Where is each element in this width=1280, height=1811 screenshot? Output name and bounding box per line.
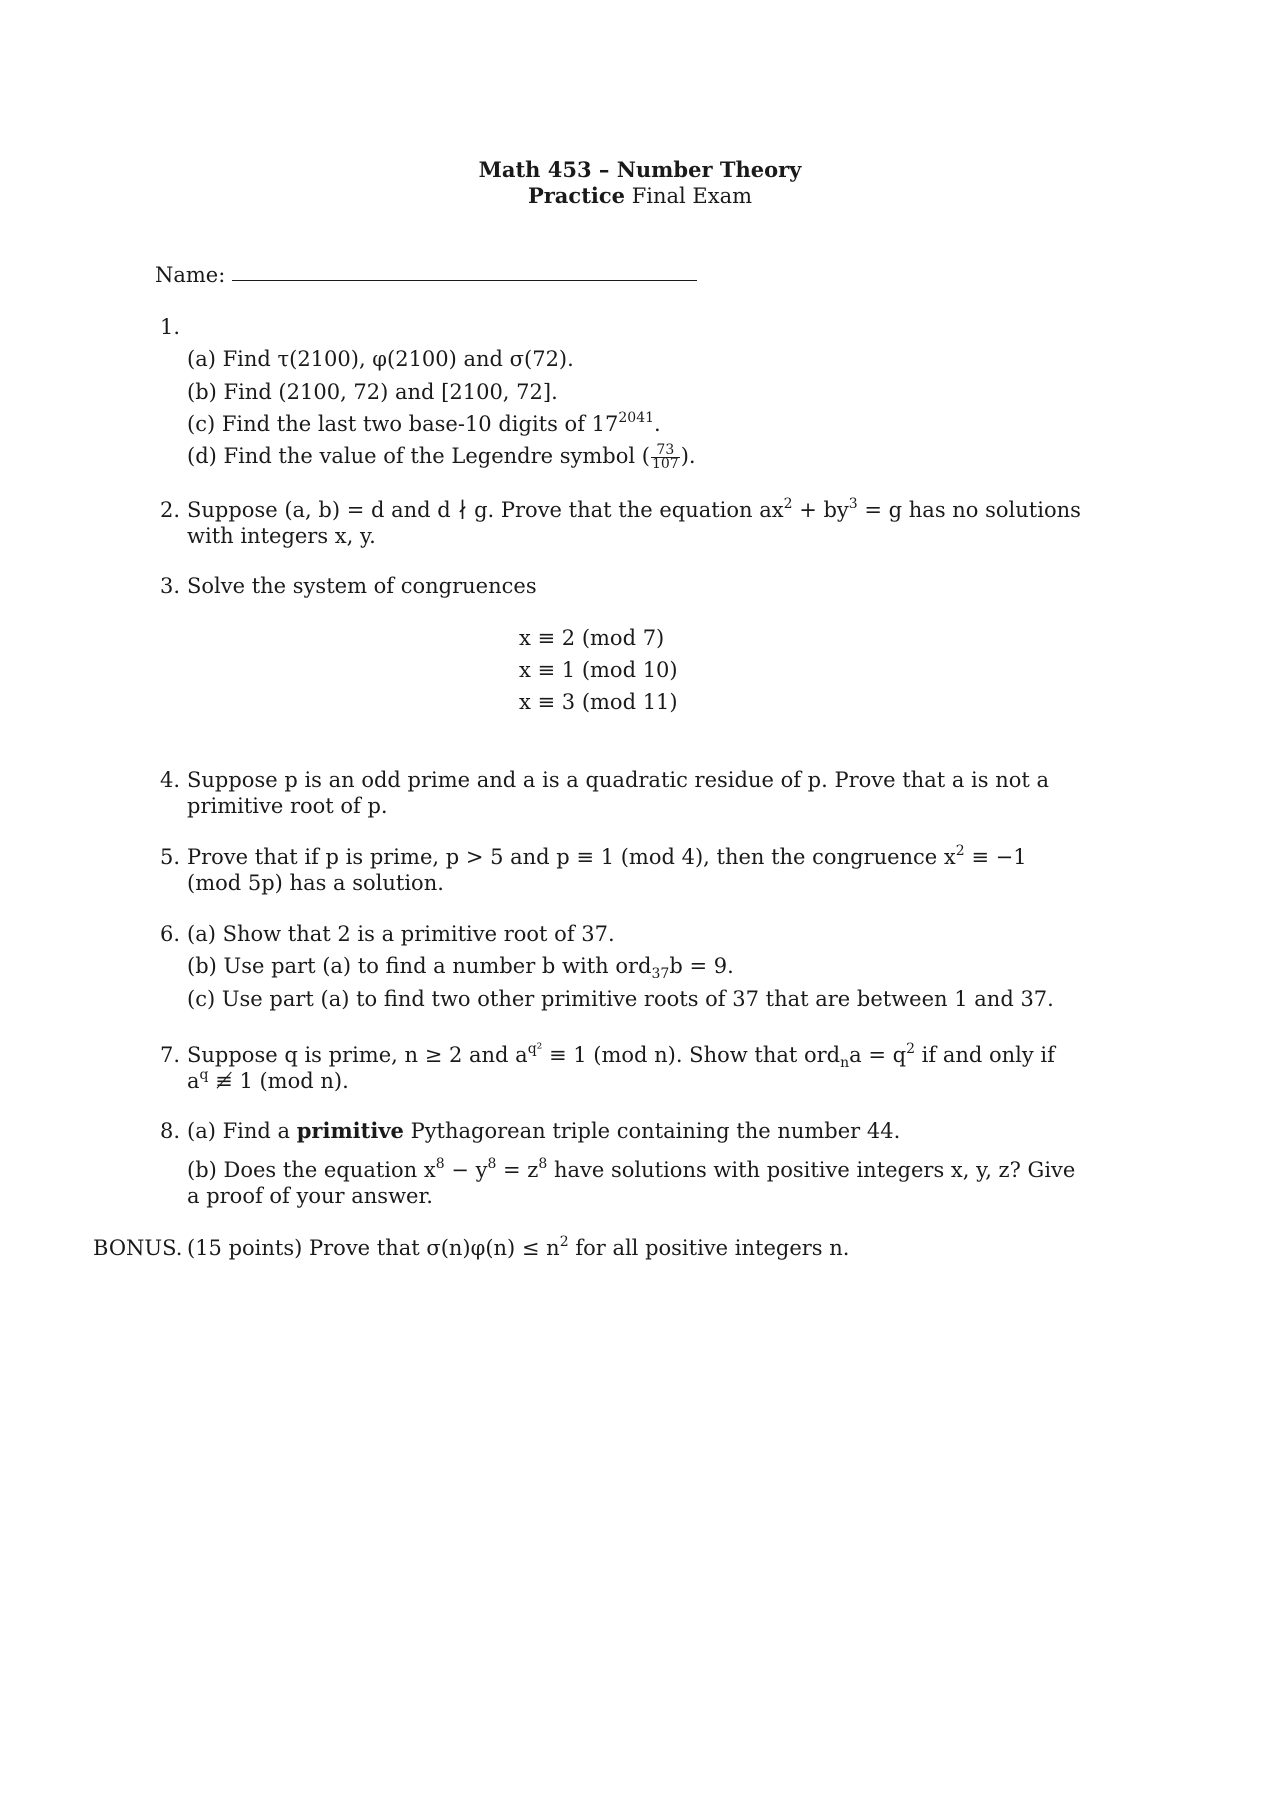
q5-text-b: ≡ −1 (964, 845, 1027, 869)
q2-text-b: + by (792, 498, 849, 522)
q4-line2: primitive root of p. (187, 794, 388, 818)
congruence-3: x ≡ 3 (mod 11) (519, 690, 678, 714)
exam-title: Math 453 – Number Theory (478, 157, 802, 182)
q6b-text: (b) Use part (a) to find a number b with ord (187, 954, 652, 978)
q2-line1 (187, 496, 1081, 523)
legendre-numerator: 73 (651, 444, 680, 458)
q4-line1: Suppose p is an odd prime and a is a quadratic residue of p. Prove that a is not a (187, 768, 1050, 792)
q1d-end: ). (680, 444, 696, 468)
q7-text-a: Suppose q is prime, n ≥ 2 and a (187, 1043, 528, 1067)
subtitle-rest: Final Exam (625, 184, 753, 208)
q8b-text-d: have solutions with positive integers x, y, z? Give (547, 1158, 1076, 1182)
congruence-1: x ≡ 2 (mod 7) (519, 626, 665, 650)
q5-exp: 2 (955, 843, 965, 859)
q6-number: 6. (160, 922, 181, 946)
q1-part-b: (b) Find (2100, 72) and [2100, 72]. (187, 380, 558, 404)
q7-text-c: a = q (849, 1043, 907, 1067)
q7-line1 (187, 1041, 1055, 1071)
subtitle-bold: Practice (527, 183, 626, 208)
q6-part-c: (c) Use part (a) to find two other primitive roots of 37 that are between 1 and 37. (187, 987, 1054, 1011)
q2-exp1: 2 (783, 496, 793, 512)
bonus-text-a: (15 points) Prove that σ(n)φ(n) ≤ n (187, 1236, 560, 1260)
q8b-text-b: − y (444, 1158, 488, 1182)
q2-line2: with integers x, y. (187, 524, 376, 548)
q1-number: 1. (160, 315, 181, 339)
q7-line2 (187, 1068, 349, 1094)
q8-number: 8. (160, 1119, 181, 1143)
name-field-line[interactable] (232, 280, 697, 281)
q8a-bold: primitive (296, 1118, 404, 1143)
q8-part-b-line2: a proof of your answer. (187, 1184, 433, 1208)
q6-part-b (187, 953, 734, 982)
bonus-text-b: for all positive integers n. (568, 1236, 850, 1260)
q7-text-d: if and only if (915, 1043, 1055, 1067)
q7-line2-b: ≢ 1 (mod n). (208, 1069, 349, 1093)
q7-line2-exp: q (199, 1067, 209, 1083)
q8b-exp3: 8 (538, 1156, 548, 1172)
q8b-exp1: 8 (435, 1156, 445, 1172)
bonus-exp: 2 (559, 1234, 569, 1250)
q2-exp2: 3 (848, 496, 858, 512)
legendre-denominator: 107 (651, 456, 679, 472)
q5-number: 5. (160, 845, 181, 869)
q1d-text: (d) Find the value of the Legendre symbol ( (187, 444, 650, 468)
q1c-exponent: 2041 (618, 410, 655, 426)
q6b-subscript: 37 (651, 966, 670, 982)
q7-subscript: n (840, 1055, 850, 1071)
q8a-text: (a) Find a (187, 1119, 297, 1143)
q7-number: 7. (160, 1043, 181, 1067)
q1c-end: . (654, 412, 661, 436)
bonus-text (187, 1235, 849, 1261)
q7-exp2: 2 (906, 1041, 915, 1057)
q8b-text-a: (b) Does the equation x (187, 1158, 436, 1182)
q2-text-a: Suppose (a, b) = d and d ∤ g. Prove that the equation ax (187, 498, 784, 522)
q6b-end: b = 9. (669, 954, 734, 978)
q7-text-b: ≡ 1 (mod n). Show that ord (542, 1043, 841, 1067)
legendre-fraction (651, 444, 680, 471)
q3-text: Solve the system of congruences (187, 574, 537, 598)
q4-number: 4. (160, 768, 181, 792)
q1-part-c (187, 411, 661, 437)
q7-line2-a: a (187, 1069, 200, 1093)
q8-part-a (187, 1118, 900, 1144)
q5-line1 (187, 843, 1027, 870)
q1c-text: (c) Find the last two base-10 digits of 17 (187, 412, 619, 436)
q1-part-a: (a) Find τ(2100), φ(2100) and σ(72). (187, 347, 574, 371)
congruence-2: x ≡ 1 (mod 10) (519, 658, 678, 682)
q1-part-d (187, 443, 696, 471)
q2-text-c: = g has no solutions (857, 498, 1081, 522)
q3-number: 3. (160, 574, 181, 598)
q8-part-b-line1 (187, 1156, 1076, 1183)
bonus-label: BONUS. (93, 1236, 183, 1260)
q5-line2: (mod 5p) has a solution. (187, 871, 444, 895)
q2-number: 2. (160, 498, 181, 522)
q8a-end: Pythagorean triple containing the number 44. (403, 1119, 901, 1143)
q8b-exp2: 8 (487, 1156, 497, 1172)
q5-text-a: Prove that if p is prime, p > 5 and p ≡ 1 (mod 4), then the congruence x (187, 845, 956, 869)
name-label: Name: (155, 263, 226, 287)
q7-exp: q² (527, 1041, 543, 1057)
q8b-text-c: = z (496, 1158, 539, 1182)
q6-part-a: (a) Show that 2 is a primitive root of 37. (187, 922, 615, 946)
exam-subtitle (0, 183, 1280, 209)
